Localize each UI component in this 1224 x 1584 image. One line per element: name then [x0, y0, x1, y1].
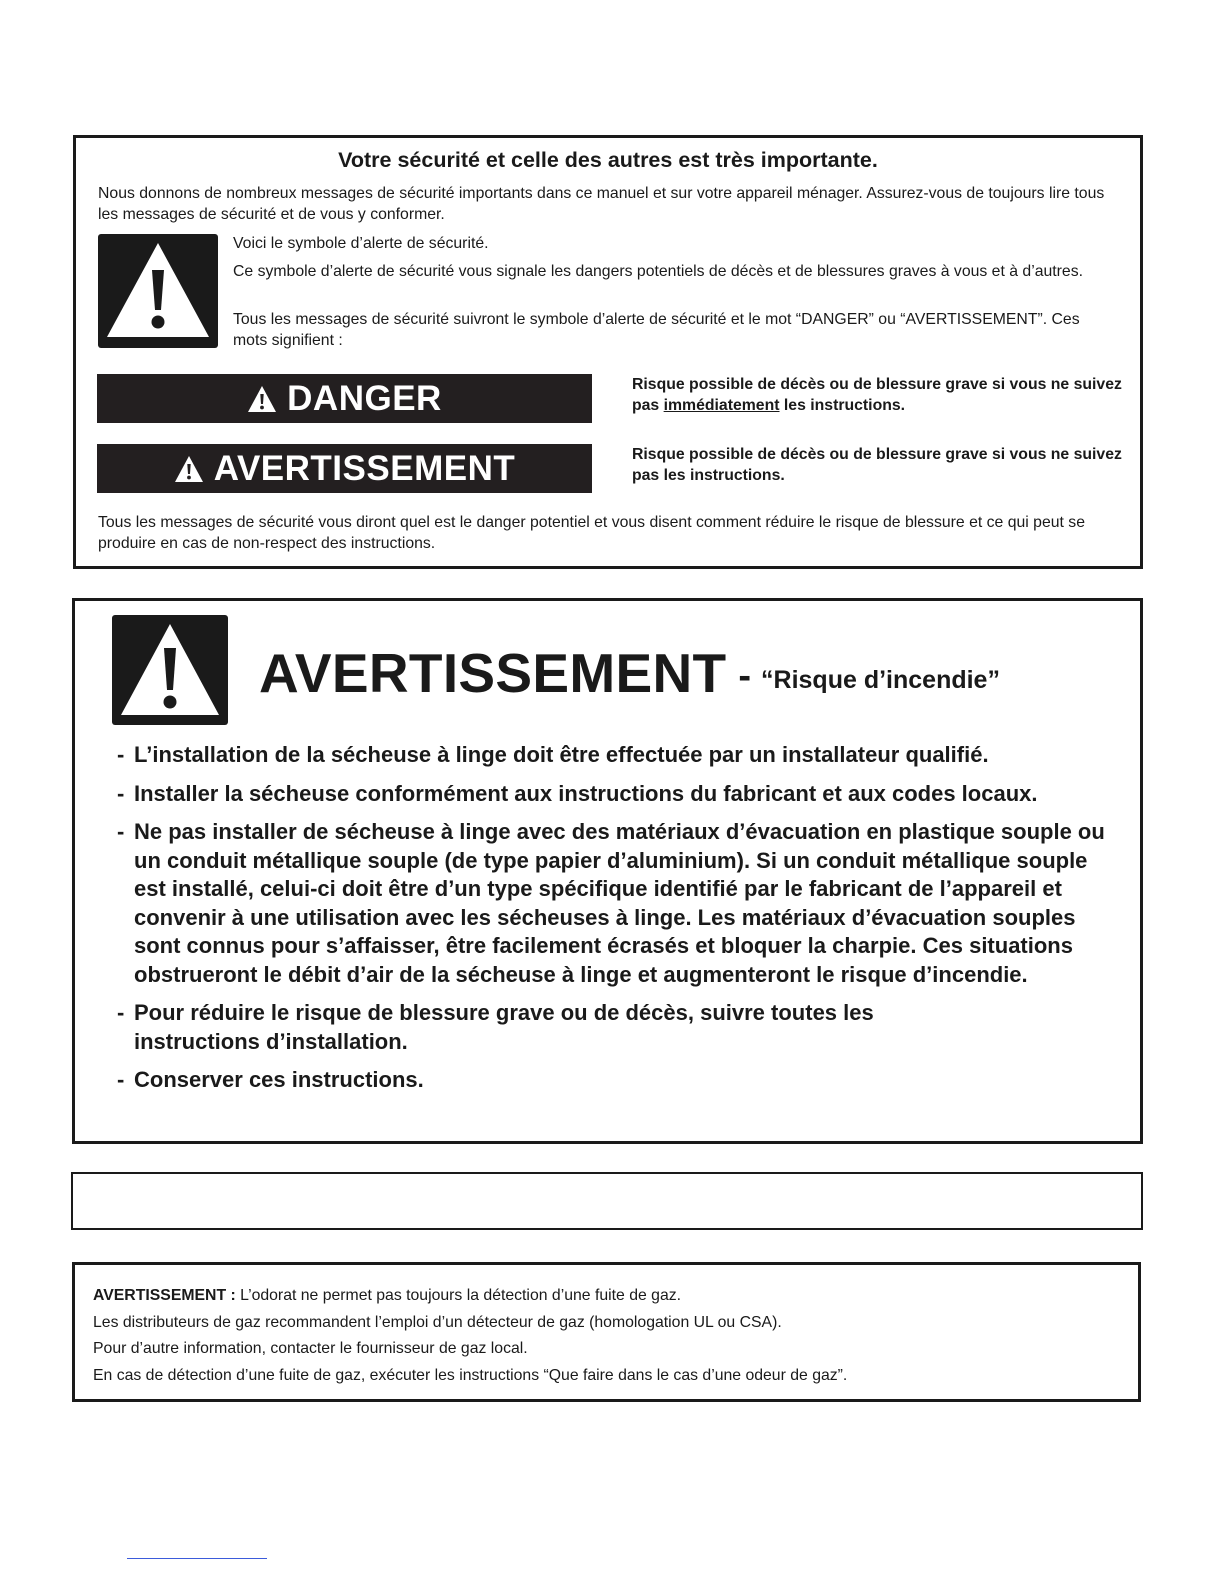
warning-signal-bar — [97, 444, 592, 493]
safety-title: Votre sécurité et celle des autres est très importante. — [338, 148, 878, 172]
danger-label: DANGER — [287, 378, 442, 418]
fire-warning-heading: AVERTISSEMENT - “Risque d’incendie” — [259, 642, 1000, 704]
gas-warning-text: AVERTISSEMENT : L’odorat ne permet pas toujours la détection d’une fuite de gaz. Les distributeurs de gaz recommandent l’emploi d’un détecteur de gaz (homologation UL ou CSA). Pour d’autre information, contacter le fournisseur de gaz local. En cas de détection d’une fuite de gaz, exécuter les instructions “Que faire dans le cas d’une odeur de gaz”. — [93, 1283, 1120, 1389]
fire-warning-subtitle: “Risque d’incendie” — [761, 666, 1000, 694]
gas-line: En cas de détection d’une fuite de gaz, exécuter les instructions “Que faire dans le cas d’une odeur de gaz”. — [93, 1366, 848, 1384]
list-item: - L’installation de la sécheuse à linge doit être effectuée par un installateur qualifié. — [117, 741, 1120, 770]
signal-words-text: Tous les messages de sécurité suivront le symbole d’alerte de sécurité et le mot “DANGER” ou “AVERTISSEMENT”. Ces mots signifient : — [233, 311, 1080, 349]
safety-intro: Nous donnons de nombreux messages de sécurité importants dans ce manuel et sur votre appareil ménager. Assurez-vous de toujours lire tous les messages de sécurité et de vous y conformer. — [98, 185, 1105, 223]
list-item: - Ne pas installer de sécheuse à linge avec des matériaux d’évacuation en plastique souple ou un conduit métallique souple (de type papier d’aluminium). Si un conduit métallique souple est installé, celui-ci doit être d’un type spécifique identifié par le fabricant de l’appareil et convenir à une utilisation avec les sécheuses à linge. Les matériaux d’évacuation souples sont connus pour s’affaisser, être facilement écrasés et bloquer la charpie. Ces situations obstrueront le débit d’air de la sécheuse à linge et augmenteront le risque d’incendie. — [117, 818, 1120, 989]
danger-signal-bar — [97, 374, 592, 423]
fire-warning-box — [72, 598, 1143, 1144]
gas-warning-box — [72, 1262, 1141, 1402]
fire-warning-list — [117, 741, 1120, 1105]
alert-triangle-icon — [247, 385, 277, 413]
list-item: - Installer la sécheuse conformément aux instructions du fabricant et aux codes locaux. — [117, 780, 1120, 809]
empty-box — [71, 1172, 1143, 1230]
warning-label: AVERTISSEMENT — [213, 448, 516, 488]
alert-triangle-icon — [174, 455, 204, 483]
danger-description: Risque possible de décès ou de blessure grave si vous ne suivez pas immédiatement les instructions. — [632, 376, 1122, 414]
safety-outro: Tous les messages de sécurité vous diront quel est le danger potentiel et vous disent comment réduire le risque de blessure et ce qui peut se produire en cas de non-respect des instructions. — [98, 514, 1085, 552]
symbol-line: Voici le symbole d’alerte de sécurité. — [233, 235, 489, 252]
danger-emphasis: immédiatement — [663, 397, 780, 414]
fire-warning-triangle-icon — [112, 615, 228, 725]
symbol-meaning: Ce symbole d’alerte de sécurité vous signale les dangers potentiels de décès et de blessures graves à vous et à d’autres. — [233, 263, 1084, 280]
gas-warning-label: AVERTISSEMENT : — [93, 1287, 236, 1304]
footer-rule — [127, 1558, 267, 1559]
list-item: - Conserver ces instructions. — [117, 1066, 1120, 1095]
warning-description: Risque possible de décès ou de blessure grave si vous ne suivez pas les instructions. — [632, 446, 1122, 484]
list-item: - Pour réduire le risque de blessure grave ou de décès, suivre toutes les instructions d’installation. — [117, 999, 1120, 1056]
safety-alert-triangle-icon — [98, 234, 218, 348]
gas-line: Les distributeurs de gaz recommandent l’emploi d’un détecteur de gaz (homologation UL ou CSA). — [93, 1313, 782, 1331]
fire-warning-title: AVERTISSEMENT — [259, 642, 727, 704]
safety-info-box — [73, 135, 1143, 569]
gas-line: Pour d’autre information, contacter le fournisseur de gaz local. — [93, 1340, 528, 1357]
